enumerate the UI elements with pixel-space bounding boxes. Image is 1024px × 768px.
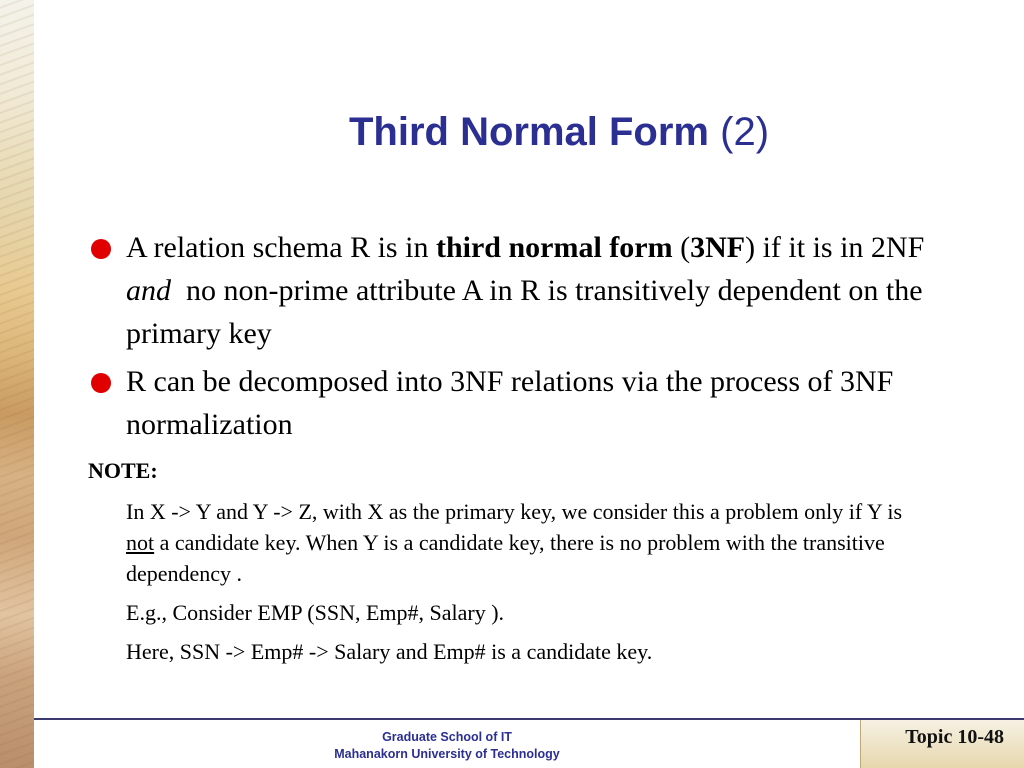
slide-title-sub: (2) bbox=[720, 110, 770, 154]
bullet-2-text: R can be decomposed into 3NF relations via the process of 3NF normalization bbox=[126, 365, 894, 441]
bullet-1-bold-b: 3NF bbox=[690, 231, 746, 264]
note-para-1-text-a: In X -> Y and Y -> Z, with X as the primary key, we consider this a problem only if Y is bbox=[126, 499, 903, 524]
footer-line-2: Mahanakorn University of Technology bbox=[334, 747, 560, 761]
note-para-1-underline: not bbox=[126, 530, 155, 555]
note-paragraph-1 bbox=[126, 496, 926, 589]
bullet-1-text-b: ( bbox=[672, 231, 691, 264]
note-para-1-text-b: a candidate key. When Y is a candidate key, there is no problem with the transitive dependency . bbox=[126, 530, 885, 586]
note-body bbox=[126, 496, 926, 675]
bullet-item-1 bbox=[88, 226, 948, 355]
bullet-dot-icon bbox=[91, 239, 111, 259]
topic-box bbox=[860, 720, 1024, 768]
note-paragraph-3: Here, SSN -> Emp# -> Salary and Emp# is a candidate key. bbox=[126, 639, 653, 664]
bullet-1-text-c: ) if it is in 2NF bbox=[745, 231, 925, 264]
bullet-item-2 bbox=[88, 360, 948, 446]
bullet-list bbox=[88, 226, 948, 451]
bullet-1-text-d: no non-prime attribute A in R is transitively dependent on the primary key bbox=[126, 274, 931, 350]
bullet-1-text-a: A relation schema R is in bbox=[126, 231, 436, 264]
note-paragraph-2: E.g., Consider EMP (SSN, Emp#, Salary ). bbox=[126, 600, 505, 625]
slide-title bbox=[34, 108, 1024, 156]
decorative-side-strip bbox=[0, 0, 34, 768]
slide-title-main: Third Normal Form bbox=[348, 110, 709, 154]
footer-institution bbox=[34, 729, 860, 763]
note-label: NOTE: bbox=[88, 458, 158, 483]
bullet-dot-icon bbox=[91, 373, 111, 393]
footer-line-1: Graduate School of IT bbox=[382, 730, 512, 744]
bullet-1-italic: and bbox=[126, 274, 171, 307]
bullet-1-bold-a: third normal form bbox=[435, 231, 673, 264]
topic-label: Topic 10-48 bbox=[905, 726, 1004, 748]
